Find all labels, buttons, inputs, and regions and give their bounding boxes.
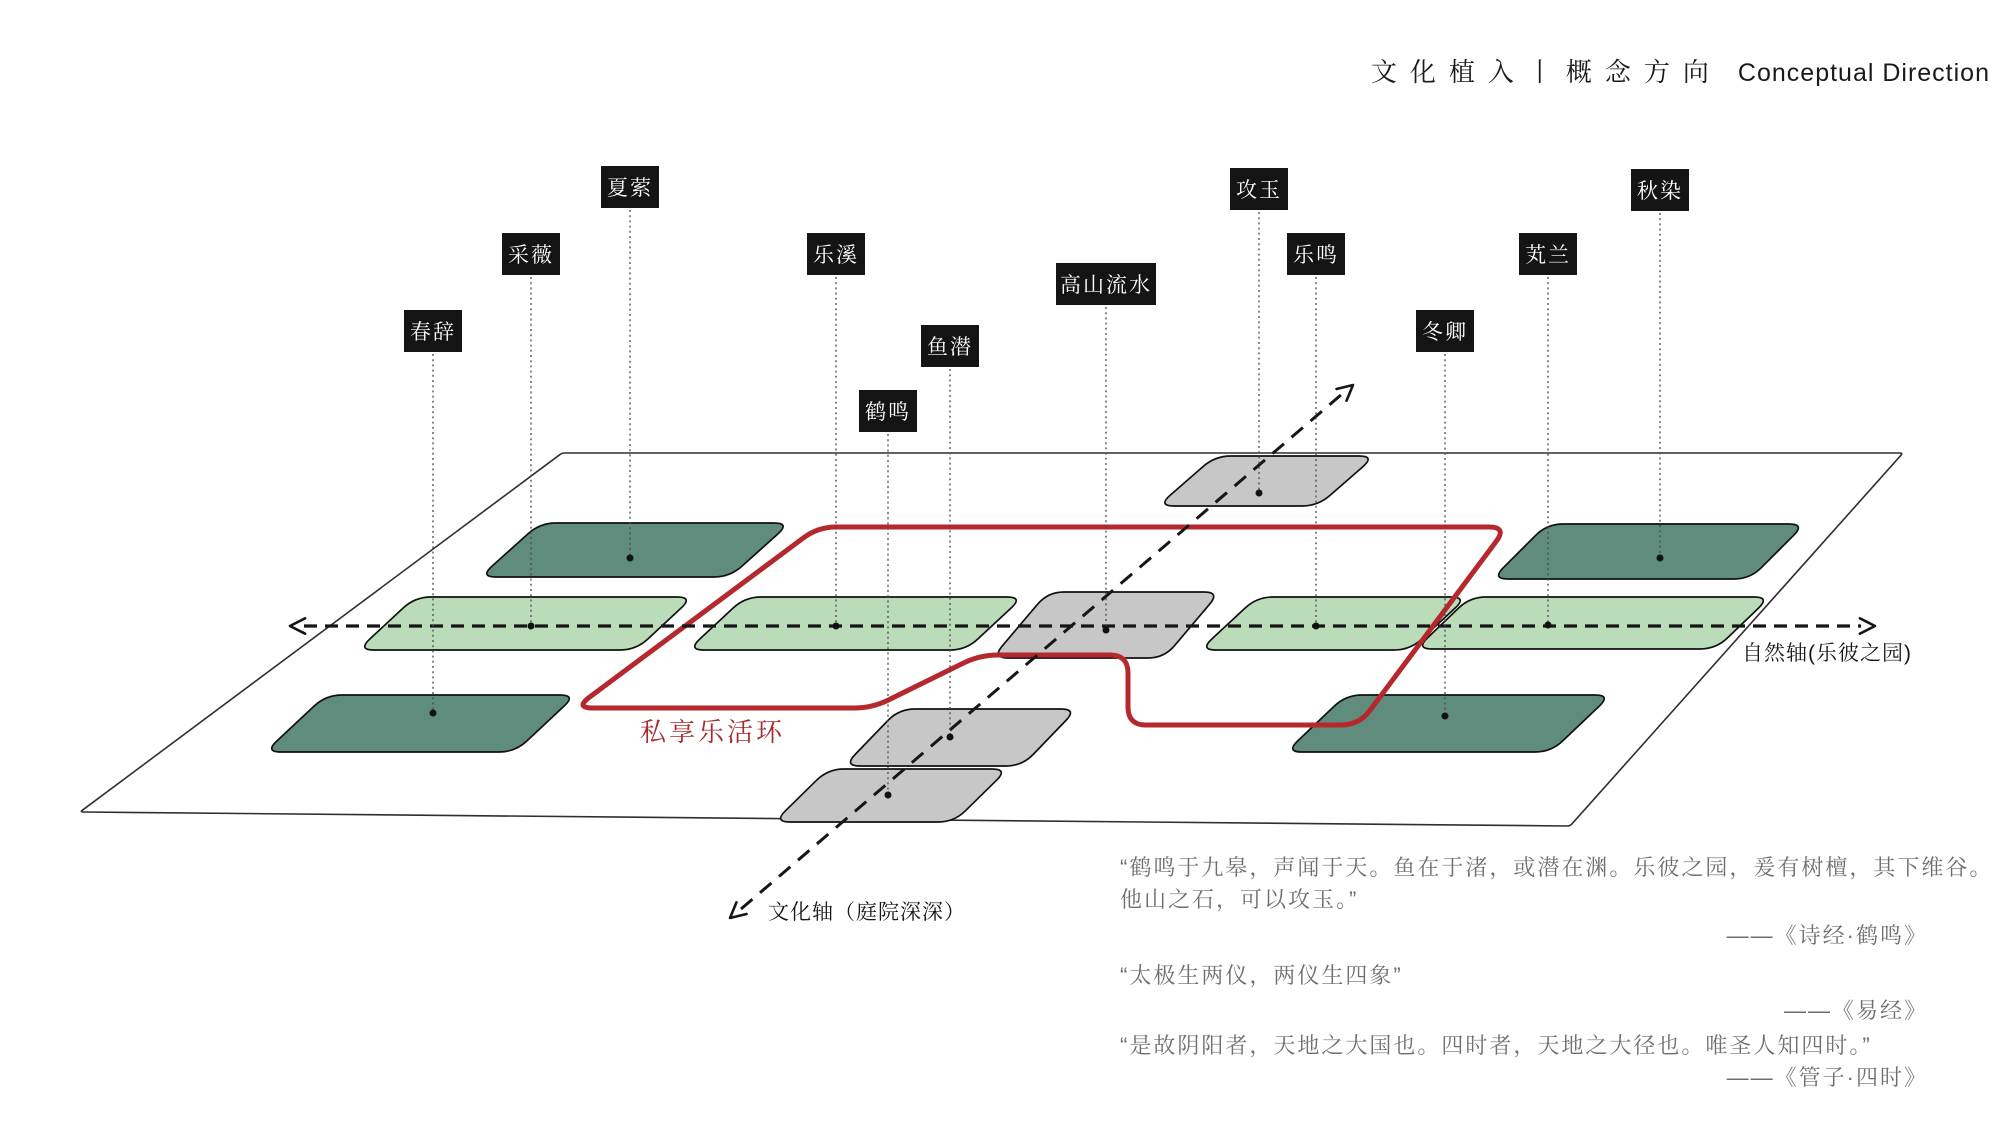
- marker-dot: [430, 710, 437, 717]
- natural-axis-right-arrow-icon: [1860, 618, 1875, 633]
- marker-chip: 采薇: [502, 233, 560, 275]
- quote-line: “鹤鸣于九皋，声闻于天。鱼在于渚，或潜在渊。乐彼之园，爰有树檀，其下维谷。: [1120, 855, 1994, 880]
- marker-dot: [1103, 627, 1110, 634]
- marker-dot: [885, 792, 892, 799]
- marker-dot: [947, 734, 954, 741]
- culture-axis-label: 文化轴（庭院深深）: [768, 901, 966, 924]
- marker-chip: 夏萦: [601, 166, 659, 208]
- marker-chip: 乐鸣: [1287, 233, 1345, 275]
- marker-dot: [1545, 622, 1552, 629]
- marker-chip: 芄兰: [1519, 233, 1577, 275]
- marker-dot: [1256, 490, 1263, 497]
- marker-chip: 攻玉: [1230, 168, 1288, 210]
- quote-line: “太极生两仪，两仪生四象”: [1120, 963, 1403, 988]
- marker-chip: 鱼潜: [921, 325, 979, 367]
- site-patch-meadow-1: [365, 597, 686, 650]
- marker-chip: 春辞: [404, 310, 462, 352]
- marker-dot: [528, 623, 535, 630]
- site-patch-autumn-upper: [1499, 524, 1799, 579]
- marker-chip: 高山流水: [1056, 263, 1156, 305]
- lohas-ring-label: 私享乐活环: [640, 717, 786, 747]
- marker-chip: 秋染: [1631, 169, 1689, 211]
- marker-chip: 鹤鸣: [859, 390, 917, 432]
- marker-chip: 乐溪: [807, 233, 865, 275]
- quote-attribution: ——《易经》: [1783, 998, 1928, 1023]
- page-title-zh: 文化植入丨概念方向: [1370, 57, 1722, 87]
- quote-line: “是故阴阳者，天地之大国也。四时者，天地之大径也。唯圣人知四时。”: [1120, 1033, 1872, 1058]
- marker-dot: [1313, 623, 1320, 630]
- natural-axis-label: 自然轴(乐彼之园): [1742, 642, 1912, 665]
- site-patch-meadow-2: [695, 597, 1016, 650]
- site-patch-winter-lower-left: [272, 695, 569, 752]
- marker-dot: [1442, 713, 1449, 720]
- quote-attribution: ——《诗经·鹤鸣》: [1726, 923, 1928, 948]
- quote-line: 他山之石，可以攻玉。”: [1120, 887, 1359, 912]
- marker-dot: [1657, 555, 1664, 562]
- marker-dot: [627, 555, 634, 562]
- quote-attribution: ——《管子·四时》: [1726, 1065, 1928, 1090]
- page-title: [1371, 52, 1990, 89]
- natural-axis-left-arrow-icon: [290, 618, 305, 633]
- page-title-en: Conceptual Direction: [1737, 59, 1990, 87]
- site-patch-meadow-4: [1423, 597, 1764, 649]
- marker-chip: 冬卿: [1416, 310, 1474, 352]
- marker-dot: [833, 623, 840, 630]
